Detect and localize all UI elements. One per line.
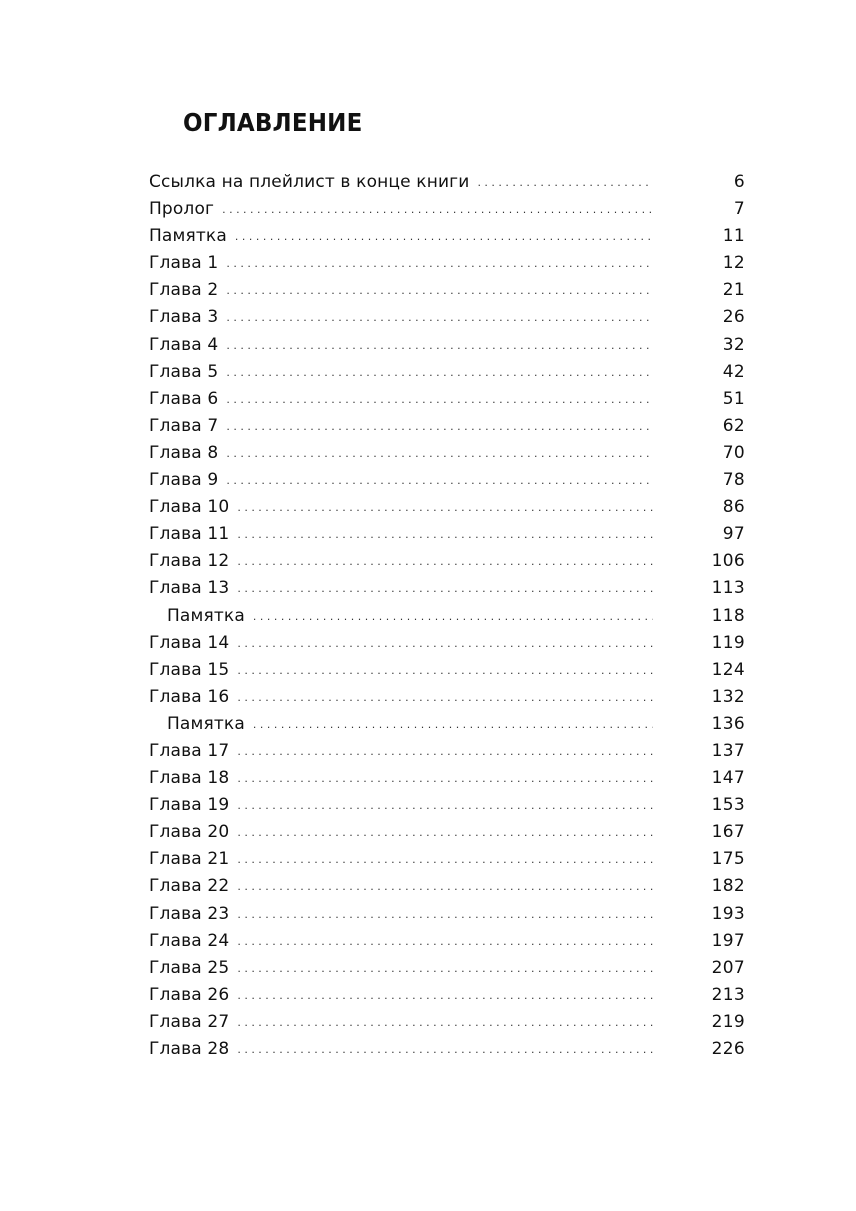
toc-entry[interactable] [149, 359, 745, 386]
toc-entry[interactable] [149, 250, 745, 277]
toc-entry[interactable] [149, 223, 745, 250]
toc-entry[interactable] [149, 548, 745, 575]
toc-entry-page-number: 62 [722, 415, 745, 436]
toc-entry[interactable] [149, 928, 745, 955]
toc-entry-label: Глава 18 [149, 768, 230, 789]
toc-entry-label: Глава 27 [149, 1011, 230, 1032]
toc-entry-page-number: 182 [711, 876, 745, 897]
toc-entry-page-number: 26 [722, 307, 745, 328]
dot-leader [226, 250, 653, 277]
toc-entry-page-number: 175 [711, 849, 745, 870]
dot-leader [237, 901, 653, 928]
toc-entry-label: Глава 8 [149, 442, 219, 463]
toc-entry[interactable] [149, 901, 745, 928]
toc-entry-label: Памятка [149, 226, 227, 247]
toc-entry-page-number: 193 [711, 903, 745, 924]
toc-entry-page-number: 32 [722, 334, 745, 355]
toc-entry-page-number: 118 [711, 605, 745, 626]
dot-leader [237, 982, 653, 1009]
dot-leader [237, 494, 653, 521]
dot-leader [222, 196, 653, 223]
toc-entry-page-number: 226 [711, 1039, 745, 1059]
toc-entry-page-number: 197 [711, 930, 745, 951]
toc-entry-label: Памятка [167, 713, 245, 734]
dot-leader [235, 223, 653, 250]
dot-leader [237, 955, 653, 982]
toc-entry-label: Глава 21 [149, 849, 230, 870]
toc-entry-label: Глава 7 [149, 415, 219, 436]
dot-leader [253, 603, 653, 630]
toc-entry[interactable] [149, 873, 745, 900]
toc-entry-label: Глава 28 [149, 1039, 230, 1059]
toc-entry-label: Глава 5 [149, 361, 219, 382]
toc-entry-label: Глава 16 [149, 686, 230, 707]
toc-entry-label: Глава 9 [149, 470, 219, 491]
toc-entry[interactable] [149, 955, 745, 982]
toc-entry-label: Глава 1 [149, 253, 219, 274]
toc-entry-label: Ссылка на плейлист в конце книги [149, 172, 470, 192]
toc-entry[interactable] [149, 386, 745, 413]
toc-entry-page-number: 78 [722, 470, 745, 491]
toc-entry[interactable] [149, 494, 745, 521]
toc-entry-page-number: 137 [711, 740, 745, 761]
toc-entry-page-number: 6 [733, 172, 745, 192]
dot-leader [226, 467, 653, 494]
toc-entry-page-number: 219 [711, 1011, 745, 1032]
toc-entry-page-number: 12 [722, 253, 745, 274]
dot-leader [237, 792, 653, 819]
toc-entry-page-number: 153 [711, 795, 745, 816]
toc-entry-page-number: 113 [711, 578, 745, 599]
toc-entry-label: Глава 13 [149, 578, 230, 599]
toc-entry[interactable] [149, 711, 745, 738]
toc-entry-page-number: 132 [711, 686, 745, 707]
toc-entry[interactable] [149, 332, 745, 359]
toc-entry[interactable] [149, 196, 745, 223]
toc-entry[interactable] [149, 738, 745, 765]
toc-entry-label: Глава 23 [149, 903, 230, 924]
toc-entry-label: Глава 3 [149, 307, 219, 328]
toc-entry-page-number: 167 [711, 822, 745, 843]
dot-leader [237, 846, 653, 873]
table-of-contents [149, 169, 745, 1063]
toc-entry[interactable] [149, 440, 745, 467]
toc-entry[interactable] [149, 684, 745, 711]
toc-entry-label: Глава 6 [149, 388, 219, 409]
page-title: ОГЛАВЛЕНИЕ [183, 108, 363, 137]
dot-leader [477, 169, 653, 196]
toc-entry-label: Глава 17 [149, 740, 230, 761]
dot-leader [226, 304, 653, 331]
dot-leader [237, 738, 653, 765]
toc-entry-label: Глава 2 [149, 280, 219, 301]
toc-entry[interactable] [149, 467, 745, 494]
toc-entry-label: Пролог [149, 199, 215, 220]
toc-entry[interactable] [149, 792, 745, 819]
dot-leader [237, 1036, 653, 1063]
toc-entry-page-number: 70 [722, 442, 745, 463]
toc-entry[interactable] [149, 846, 745, 873]
toc-entry[interactable] [149, 575, 745, 602]
toc-entry-page-number: 7 [733, 199, 745, 220]
toc-entry-page-number: 136 [711, 713, 745, 734]
toc-entry[interactable] [149, 982, 745, 1009]
toc-entry-label: Глава 20 [149, 822, 230, 843]
dot-leader [237, 819, 653, 846]
toc-entry-page-number: 97 [722, 524, 745, 545]
dot-leader [226, 359, 653, 386]
toc-entry-label: Глава 19 [149, 795, 230, 816]
dot-leader [237, 684, 653, 711]
dot-leader [226, 277, 653, 304]
dot-leader [237, 765, 653, 792]
toc-entry-page-number: 106 [711, 551, 745, 572]
toc-entry[interactable] [149, 1009, 745, 1036]
toc-entry-page-number: 42 [722, 361, 745, 382]
toc-entry-page-number: 147 [711, 768, 745, 789]
toc-entry-label: Глава 26 [149, 984, 230, 1005]
toc-entry[interactable] [149, 819, 745, 846]
toc-entry-label: Памятка [167, 605, 245, 626]
toc-entry-label: Глава 12 [149, 551, 230, 572]
toc-entry-page-number: 124 [711, 659, 745, 680]
dot-leader [237, 548, 653, 575]
toc-entry-page-number: 21 [722, 280, 745, 301]
toc-entry[interactable] [149, 765, 745, 792]
toc-entry-label: Глава 25 [149, 957, 230, 978]
dot-leader [237, 873, 653, 900]
toc-entry-page-number: 11 [722, 226, 745, 247]
dot-leader [237, 657, 653, 684]
toc-entry[interactable] [149, 1036, 745, 1063]
dot-leader [237, 630, 653, 657]
toc-entry-label: Глава 4 [149, 334, 219, 355]
dot-leader [237, 1009, 653, 1036]
toc-entry-page-number: 51 [722, 388, 745, 409]
dot-leader [226, 440, 653, 467]
toc-entry-label: Глава 24 [149, 930, 230, 951]
dot-leader [226, 413, 653, 440]
toc-entry-page-number: 207 [711, 957, 745, 978]
toc-entry[interactable] [149, 630, 745, 657]
toc-entry-label: Глава 14 [149, 632, 230, 653]
toc-entry[interactable] [149, 169, 745, 196]
toc-entry[interactable] [149, 304, 745, 331]
toc-entry[interactable] [149, 603, 745, 630]
toc-entry-label: Глава 15 [149, 659, 230, 680]
toc-entry-label: Глава 22 [149, 876, 230, 897]
dot-leader [226, 332, 653, 359]
toc-entry[interactable] [149, 521, 745, 548]
toc-entry[interactable] [149, 277, 745, 304]
dot-leader [237, 521, 653, 548]
dot-leader [226, 386, 653, 413]
toc-entry-label: Глава 11 [149, 524, 230, 545]
toc-entry[interactable] [149, 413, 745, 440]
toc-entry-page-number: 86 [722, 497, 745, 518]
dot-leader [237, 575, 653, 602]
dot-leader [253, 711, 653, 738]
toc-entry-page-number: 119 [711, 632, 745, 653]
toc-entry-label: Глава 10 [149, 497, 230, 518]
toc-entry-page-number: 213 [711, 984, 745, 1005]
toc-entry[interactable] [149, 657, 745, 684]
dot-leader [237, 928, 653, 955]
